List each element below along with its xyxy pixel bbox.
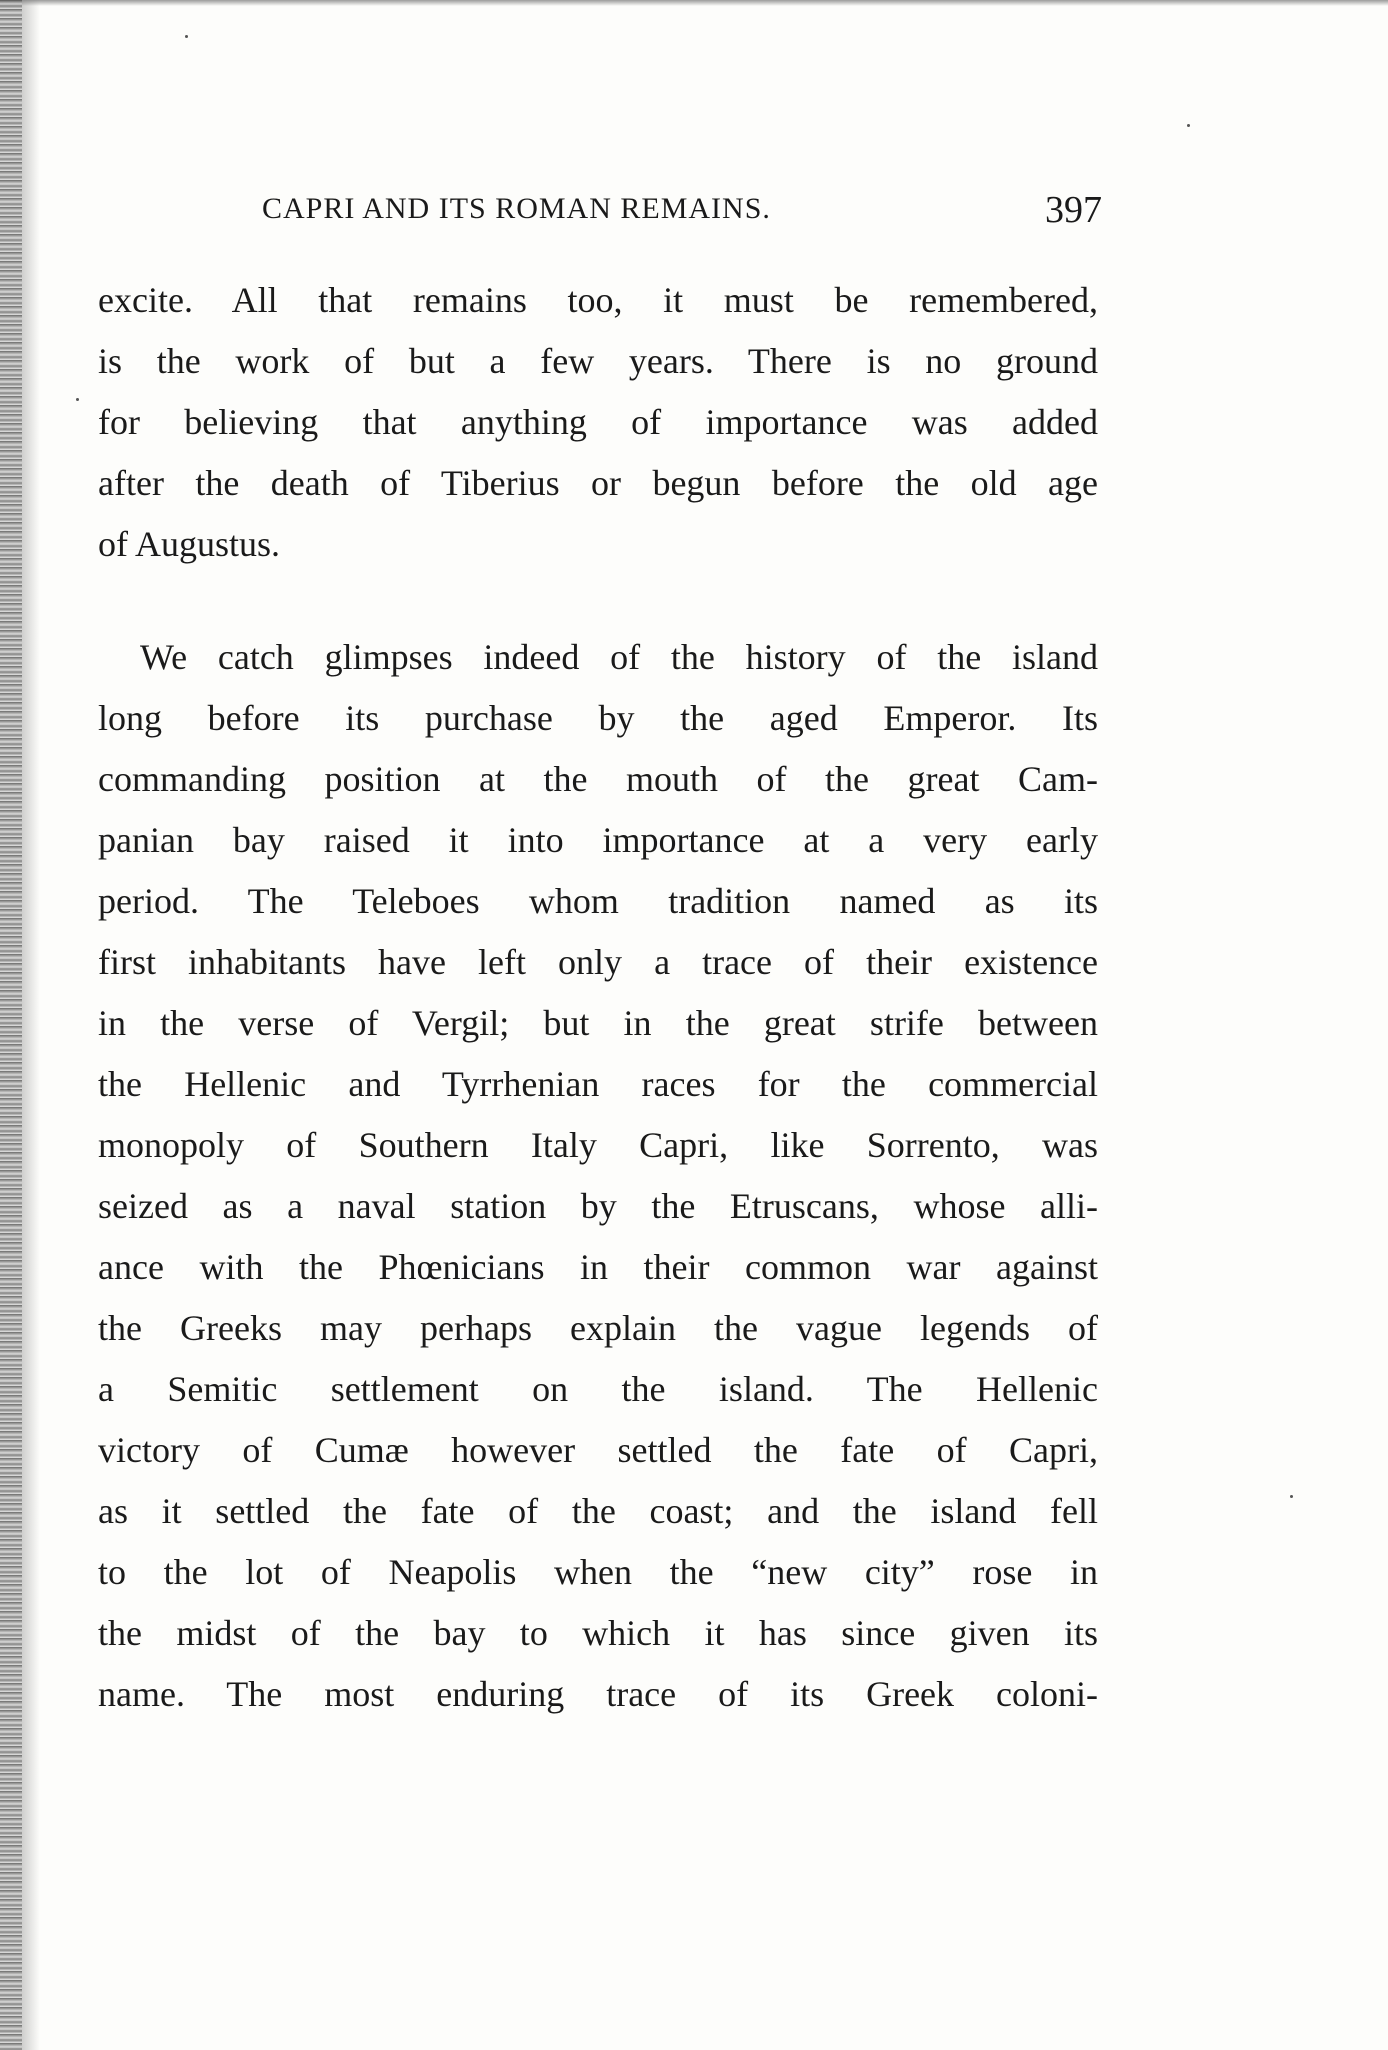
text-line: in the verse of Vergil; but in the great strife between (98, 1003, 1098, 1043)
text-line: ance with the Phœnicians in their common war against (98, 1247, 1098, 1287)
text-line: excite. All that remains too, it must be remembered, (98, 280, 1098, 320)
running-head: CAPRI AND ITS ROMAN REMAINS. (262, 192, 771, 225)
text-line: period. The Teleboes whom tradition named as its (98, 881, 1098, 921)
text-line: after the death of Tiberius or begun before the old age (98, 463, 1098, 503)
text-line: of Augustus. (98, 524, 281, 564)
scan-speck (1187, 124, 1190, 127)
text-line: a Semitic settlement on the island. The Hellenic (98, 1369, 1098, 1409)
text-line: name. The most enduring trace of its Greek coloni- (98, 1674, 1098, 1714)
text-line: for believing that anything of importance was added (98, 402, 1098, 442)
text-line: as it settled the fate of the coast; and the island fell (98, 1491, 1098, 1531)
text-line: is the work of but a few years. There is no ground (98, 341, 1098, 381)
text-line: commanding position at the mouth of the great Cam- (98, 759, 1098, 799)
text-line: monopoly of Southern Italy Capri, like Sorrento, was (98, 1125, 1098, 1165)
text-line: seized as a naval station by the Etruscans, whose alli- (98, 1186, 1098, 1226)
binding-edge (0, 0, 22, 2050)
scan-speck (1290, 1495, 1293, 1498)
paragraph-2 (98, 627, 1098, 1725)
text-line: the Greeks may perhaps explain the vague legends of (98, 1308, 1098, 1348)
text-line: to the lot of Neapolis when the “new city” rose in (98, 1552, 1098, 1592)
page-number: 397 (1045, 189, 1102, 231)
text-line: victory of Cumæ however settled the fate of Capri, (98, 1430, 1098, 1470)
binding-shadow (22, 0, 40, 2050)
text-line: first inhabitants have left only a trace of their existence (98, 942, 1098, 982)
scan-speck (76, 398, 79, 401)
text-line: the midst of the bay to which it has since given its (98, 1613, 1098, 1653)
page-header (262, 189, 1102, 242)
text-line: long before its purchase by the aged Emperor. Its (98, 698, 1098, 738)
paragraph-1 (98, 270, 1098, 575)
text-line: We catch glimpses indeed of the history of the island (140, 637, 1098, 677)
text-line: panian bay raised it into importance at a very early (98, 820, 1098, 860)
text-line: the Hellenic and Tyrrhenian races for the commercial (98, 1064, 1098, 1104)
scan-top-edge (0, 0, 1388, 6)
paragraph-gap (98, 575, 1098, 627)
scan-speck (185, 35, 188, 38)
body-text (98, 270, 1098, 1725)
